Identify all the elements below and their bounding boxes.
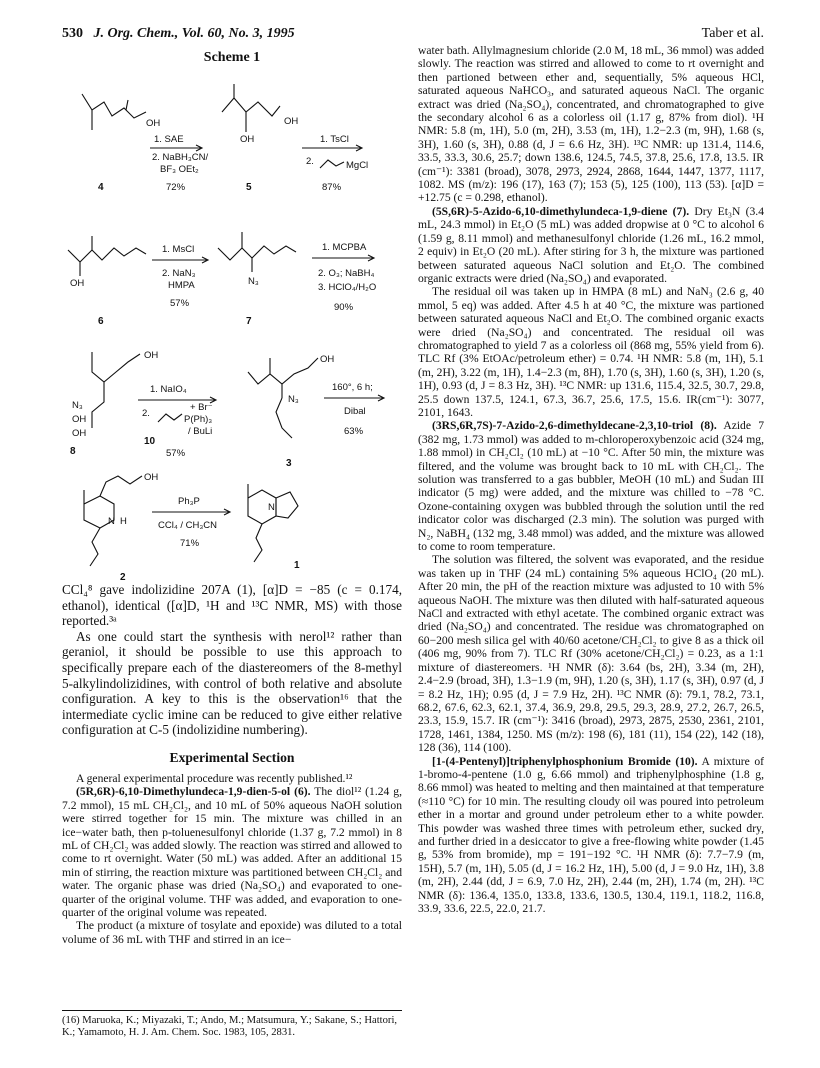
- header-left: [62, 26, 295, 42]
- row2-step2-reagent-2: 2. O₃; NaBH₄: [318, 268, 375, 279]
- bond: [126, 100, 128, 110]
- row3-step1-reagent-2: 2.: [142, 408, 150, 419]
- allyl-fragment: [320, 160, 344, 168]
- row1-step2-reagent-1: 1. TsCl: [320, 134, 349, 145]
- compound-5-label: 5: [246, 182, 252, 193]
- oh-label: OH: [144, 472, 159, 483]
- diol-skeleton: [222, 98, 280, 116]
- reaction-scheme: [62, 72, 402, 582]
- triol-chain: [104, 354, 140, 382]
- oh-label: OH: [70, 278, 85, 289]
- paragraph: A general experimental procedure was recently published.¹²: [76, 771, 353, 785]
- pentenyl-fragment: [158, 414, 182, 422]
- wittig-base: / BuLi: [188, 426, 213, 437]
- row4-step1-reagent-2: CCl₄ / CH₃CN: [158, 520, 217, 531]
- compound-heading: (3RS,6R,7S)-7-Azido-2,6-dimethyldecane-2,3,10-triol (8).: [432, 419, 717, 433]
- row3-step2-reagent-1: 160°, 6 h;: [332, 382, 373, 393]
- oh-label: OH: [240, 134, 255, 145]
- paragraph-body: A mixture of 1-bromo-4-pentene (1.0 g, 6.66 mmol) and triphenylphosphine (1.8 g, 8.66 mmol) was heated to melting and then maintained at that temperature (≈110 °C) for 10 min. The resulting cloudy oil was poured into petroleum ether in a mortar and ground under petroleum ether to a white powder. This powder was washed three times with petroleum ether, sucked dry, and further dried in a desiccator to give a free-flowing white powder (1.45 g, 53% from bromide), mp = 191−192 °C. ¹H NMR (δ): 7.7−7.9 (m, 15H), 5.7 (m, 1H), 5.05 (d, J = 16.2 Hz, 1H), 5.00 (d, J = 9.0 Hz, 1H), 3.8 (m, 2H), 2.44 (dd, J = 6.9, 7.0 Hz, 2H), 2.44 (m, 2H), 1.74 (m, 2H). ¹³C NMR (δ): 136.4, 135.0, 133.8, 133.6, 130.5, 130.4, 119.1, 118.2, 116.8, 33.9, 33.6, 22.5, 22.0, 21.7.: [418, 754, 764, 915]
- paragraph: The solution was filtered, the solvent was evaporated, and the residue was taken up in THF (24 mL) containing 5% aqueous HClO₄ (20 mL). After 20 min, the pH of the reaction mixture was adjusted to 10 with 5% aqueous NaOH. The mixture was then diluted with half-saturated aqueous NaCl and extracted with ethyl acetate. The combined organic extract was dried (Na₂SO₄) and concentrated. The residue was chromatographed on 60−200 mesh silica gel with 40/60 acetone/CH₂Cl₂ to give 8 as a thick oil (406 mg, 90% from 7). TLC Rf (30% acetone/CH₂Cl₂) = 0.23, as a 1:1 mixture of diastereomers. ¹H NMR (δ): 3.64 (bs, 2H), 3.34 (m, 2H), 2.4−2.9 (broad, 3H), 1.3−1.9 (m, 9H), 1.20 (s, 3H), 1.17 (s, 3H), 0.97 (d, J = 8.2 Hz, 1H); 0.95 (d, J = 7.9 Hz, 2H). ¹³C NMR (δ): 79.1, 78.2, 73.1, 68.2, 67.6, 62.3, 62.1, 37.4, 36.9, 29.8, 29.5, 29.3, 28.9, 27.2, 26.7, 26.5, 23.3, 15.9, 15.7. IR (cm⁻¹): 3416 (broad), 2973, 2875, 2530, 2361, 2101, 1728, 1461, 1384, 1250. MS (m/z): 198 (6), 181 (11), 154 (22), 142 (18), 128 (36), 114 (100).: [418, 553, 764, 755]
- azide-skeleton: [218, 246, 296, 260]
- azide-label: N₃: [72, 400, 83, 411]
- azide-label: N₃: [248, 276, 259, 287]
- row3-step2-yield: 63%: [344, 426, 364, 437]
- journal-citation: J. Org. Chem., Vol. 60, No. 3, 1995: [93, 26, 295, 41]
- paragraph-body: Azide 7 (382 mg, 1.73 mmol) was added to m-chloroperoxybenzoic acid (324 mg, 1.88 mmol) in CH₂Cl₂ (10 mL) at −10 °C. After 50 min, the mixture was filtered, and the volume was brought back to 10 mL with CH₂Cl₂. The solution was transferred to a gas bubbler, MeOH (10 mL) and Sudan III indicator (5 mg) were added, and the mixture was chilled to −78 °C. Ozone-containing oxygen was bubbled through the solution until the red indicator color was discharged (2.3 min). The solution was purged with N₂, NaBH₄ (132 mg, 3.48 mmol) was added, and the mixture was allowed to come to room temperature.: [418, 419, 764, 554]
- right-column: [418, 44, 764, 915]
- row2-step2-yield: 90%: [334, 302, 354, 313]
- scheme-title: Scheme 1: [203, 50, 261, 65]
- paragraph: [418, 205, 764, 285]
- oh-label: OH: [72, 428, 87, 439]
- compound-heading: (5S,6R)-5-Azido-6,10-dimethylundeca-1,9-diene (7).: [432, 204, 690, 218]
- oh-label: OH: [72, 414, 87, 425]
- wittig-bromide: + Br⁻: [190, 402, 213, 413]
- page-number: 530: [62, 26, 83, 41]
- compound-1-label: 1: [294, 560, 300, 571]
- paragraph: water bath. Allylmagnesium chloride (2.0 M, 18 mL, 36 mmol) was added slowly. The reaction was stirred and allowed to come to rt overnight and then partioned between ether and, sequentially, 5% aqueous HCl, saturated aqueous NaHCO₃, and saturated aqueous NaCl. The organic extract was dried (Na₂SO₄), concentrated, and chromatographed to give the secondary alcohol 6 as a colorless oil (1.17 g, 87% from diol). ¹H NMR: 5.8 (m, 1H), 5.0 (m, 2H), 3.53 (m, 1H), 1.2−2.3 (m, 9H), 1.68 (s, 3H), 1.60 (s, 3H), 0.88 (d, J = 6.6 Hz, 3H). ¹³C NMR: up 131.4, 114.6, 33.5, 33.3, 30.6, 25.7; down 138.6, 124.5, 74.5, 37.8, 25.6, 17.8, 13.5. IR (cm⁻¹): 3381 (broad), 3078, 2973, 2924, 2868, 1644, 1447, 1377, 1117, 1082. MS (m/z): 196 (17), 163 (7); 153 (5), 125 (100), 113 (53). [α]D = +12.75 (c = 0.298, ethanol).: [418, 44, 764, 205]
- triol-skeleton: [92, 352, 104, 428]
- amine-h-label: H: [120, 516, 127, 527]
- compound-10-label: 10: [144, 436, 156, 447]
- grignard-label: MgCl: [346, 160, 369, 171]
- row3-step2-reagent-2: Dibal: [344, 406, 366, 417]
- pentenyl-tail: [90, 528, 100, 566]
- section-heading: Experimental Section: [169, 749, 295, 765]
- paragraph-body: Dry Et₃N (3.4 mL, 24.3 mmol) in Et₂O (5 mL) was added dropwise at 0 °C to alcohol 6 (1.59 g, 8.11 mmol) and methanesulfonyl chloride (1.26 mL, 16.2 mmol, 2 equiv) in Et₂O (20 mL). After stiring for 3 h, the mixture was partioned between saturated aqueous NaCl solution and Et₂O. The combined organic extracts were dried (Na₂SO₄) and evaporated.: [418, 204, 765, 285]
- row2-step2-reagent-3: 3. HClO₄/H₂O: [318, 282, 377, 293]
- scheme-row-4: [84, 472, 300, 582]
- side-chain: [100, 476, 142, 496]
- scheme-row-3: [70, 350, 384, 469]
- row2-step2-reagent-1: 1. MCPBA: [322, 242, 367, 253]
- indolizidine-n-label: N: [268, 502, 275, 513]
- row4-step1-yield: 71%: [180, 538, 200, 549]
- row1-step1-reagent-2: 2. NaBH₃CN/: [152, 152, 209, 163]
- header-authors: Taber et al.: [701, 26, 764, 41]
- paragraph: The product (a mixture of tosylate and epoxide) was diluted to a total volume of 36 mL with THF and stirred in an ice−: [62, 919, 402, 946]
- azido-alcohol-skeleton: [248, 358, 318, 384]
- paragraph: CCl₄⁸ gave indolizidine 207A (1), [α]D = −85 (c = 0.174, ethanol), identical ([α]D, ¹H and ¹³C NMR, MS) with those reported.³ᵃ: [62, 582, 402, 629]
- alcohol-skeleton: [68, 248, 146, 262]
- amine-n-label: N: [108, 516, 115, 527]
- wittig-phosphonium: P(Ph)₃: [184, 414, 213, 425]
- left-column: [62, 50, 402, 946]
- compound-heading: [1-(4-Pentenyl)]triphenylphosphonium Bromide (10).: [432, 754, 698, 768]
- compound-7-label: 7: [246, 316, 252, 327]
- compound-6-label: 6: [98, 316, 104, 327]
- compound-3-label: 3: [286, 458, 292, 469]
- row1-step2-yield: 87%: [322, 182, 342, 193]
- indolizidine-five-ring: [276, 492, 298, 518]
- experimental-text: [62, 772, 402, 946]
- row1-step2-reagent-2: 2.: [306, 156, 314, 167]
- compound-4-label: 4: [98, 182, 104, 193]
- row2-step1-reagent-1: 1. MsCl: [162, 244, 195, 255]
- paragraph: The residual oil was taken up in HMPA (8 mL) and NaN₃ (2.6 g, 40 mmol, 5 eq) was added. After 4.5 h at 40 °C, the mixture was partioned between saturated aqueous NaCl and Et₂O. The combined organic exacts were dried (Na₂SO₄) and concentrated. The residual oil was chromatographed to yield 7 as a colorless oil (868 mg, 55% yield from 6). TLC Rf (3% EtOAc/petroleum ether) = 0.74. ¹H NMR: 5.8 (m, 1H), 5.1 (m, 2H), 3.22 (m, 1H), 1.4−2.3 (m, 8H), 1.70 (s, 3H), 1.60 (s, 3H), 1.20 (s, 1H), 0.93 (d, J = 8.3 Hz, 3H). ¹³C NMR: up 131.6, 115.4, 32.5, 30.7, 29.8, 25.5 down 137.5, 124.1, 67.3, 36.7, 25.6, 17.5, 15.6. IR(cm⁻¹): 3077, 2101, 1643.: [418, 285, 764, 419]
- row4-step1-reagent-1: Ph₃P: [178, 496, 200, 507]
- row3-step1-yield: 57%: [166, 448, 186, 459]
- oh-label: OH: [146, 118, 161, 129]
- footnote: (16) Maruoka, K.; Miyazaki, T.; Ando, M.; Matsumura, Y.; Sakane, S.; Hattori, K.; Yamamoto, H. J. Am. Chem. Soc. 1983, 105, 2831.: [62, 1010, 402, 1040]
- pentenyl-tail: [254, 524, 262, 562]
- compound-8-label: 8: [70, 446, 76, 457]
- paragraph: [418, 419, 764, 553]
- compound-2-label: 2: [120, 572, 126, 582]
- row1-step1-reagent-3: BF₃ OEt₂: [160, 164, 199, 175]
- paragraph-body: The diol¹² (1.24 g, 7.2 mmol), 15 mL CH₂Cl₂, and 10 mL of 50% aqueous NaOH solution were stirred together for 15 min. The mixture was chilled in an ice−water bath, then p-toluenesulfonyl chloride (1.37 g, 7.2 mmol) in 8 mL of CH₂Cl₂ was added slowly. The reaction was stirred and allowed to come to rt overnight. Water (50 mL) was added. After an additional 15 min of stirring, the reaction mixture was partitioned between CH₂Cl₂ and water. The organic phase was dried (Na₂SO₄) and evaporated to one-quarter of the original volume. THF was added, and evaporation to one-quarter of the original volume was repeated.: [62, 785, 402, 919]
- paragraph: As one could start the synthesis with nerol¹² rather than geraniol, it should be possible to use this approach to specifically prepare each of the diastereomers of the 8-methyl 5-alkylindolizidines, with control of both relative and absolute configuration. A key to this is the observation¹⁶ that the intermediate cyclic imine can be reduced to give either relative configuration at C-5 (indolizidine numbering).: [62, 628, 402, 738]
- compound-heading: (5R,6R)-6,10-Dimethylundeca-1,9-dien-5-ol (6).: [76, 785, 311, 799]
- paragraph: [62, 785, 402, 919]
- scheme-row-1: [82, 84, 368, 193]
- row2-step1-reagent-3: HMPA: [168, 280, 195, 291]
- paragraph: [418, 755, 764, 916]
- row3-step1-reagent-1: 1. NaIO₄: [150, 384, 187, 395]
- row1-step1-yield: 72%: [166, 182, 186, 193]
- oh-label: OH: [320, 354, 335, 365]
- left-body-text: [62, 582, 402, 738]
- row2-step1-reagent-2: 2. NaN₃: [162, 268, 196, 279]
- scheme-row-2: [68, 232, 376, 327]
- row2-step1-yield: 57%: [170, 298, 190, 309]
- row1-step1-reagent-1: 1. SAE: [154, 134, 184, 145]
- azide-label: N₃: [288, 394, 299, 405]
- oh-label: OH: [284, 116, 299, 127]
- oh-label: OH: [144, 350, 159, 361]
